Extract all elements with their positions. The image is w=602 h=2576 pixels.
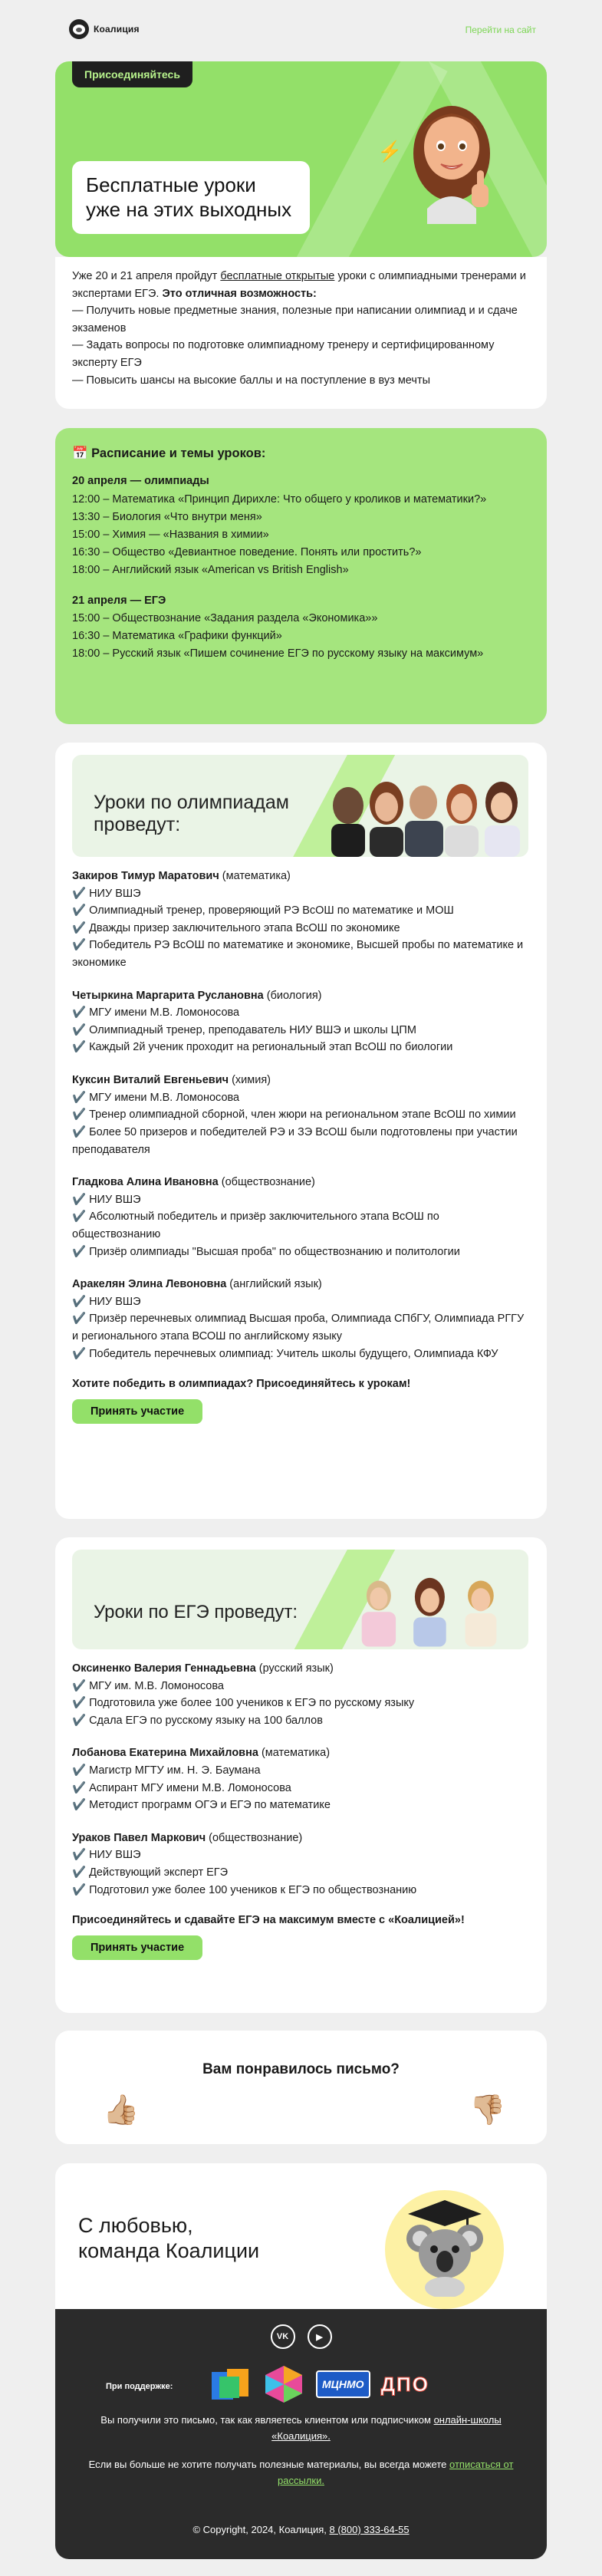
teacher-credential: ✔️ Аспирант МГУ имени М.В. Ломоносова	[72, 1781, 291, 1794]
teacher-name: Куксин Виталий Евгеньевич	[72, 1074, 229, 1087]
intro-paragraph	[72, 268, 530, 302]
social-links	[55, 2324, 547, 2349]
teacher-subject: (русский язык)	[255, 1662, 334, 1675]
notice-text: Вы получили это письмо, так как являетесь клиентом или подписчиком	[100, 2414, 434, 2426]
teacher-name: Гладкова Алина Ивановна	[72, 1176, 219, 1189]
unsubscribe-link[interactable]: отписаться от рассылки.	[278, 2459, 514, 2486]
teacher-name: Четыркина Маргарита Руслановна	[72, 989, 264, 1002]
teacher-card	[72, 868, 530, 972]
signoff-text	[78, 2213, 259, 2264]
ege-banner	[72, 1550, 528, 1649]
thumbs-down-icon[interactable]: 👎🏼	[469, 2094, 506, 2126]
teacher-credential: ✔️ МГУ имени М.В. Ломоносова	[72, 1091, 240, 1104]
teacher-credential: ✔️ Призёр олимпиады "Высшая проба" по обществознанию и политологии	[72, 1245, 460, 1258]
intro-text: уроки с олимпиадными тренерами и экспертами ЕГЭ.	[72, 270, 526, 300]
teacher-card	[72, 1660, 530, 1729]
teacher-name: Закиров Тимур Маратович	[72, 870, 219, 882]
join-badge: Присоединяйтесь	[72, 61, 192, 87]
teacher-heading	[72, 1660, 530, 1678]
teacher-card	[72, 1830, 530, 1899]
koala-mascot-icon	[405, 2199, 485, 2297]
teacher-credential: ✔️ Действующий эксперт ЕГЭ	[72, 1866, 229, 1879]
signoff-line: С любовью,	[78, 2214, 193, 2237]
unsubscribe-notice	[86, 2457, 516, 2489]
schedule-title: 📅 Расписание и темы уроков:	[72, 446, 266, 460]
schedule-day-heading: 20 апреля — олимпиады	[72, 475, 209, 488]
olympiad-join-button[interactable]: Принять участие	[72, 1399, 202, 1424]
copyright	[86, 2522, 516, 2538]
open-lessons-link[interactable]: бесплатные открытые	[220, 270, 335, 282]
teacher-heading	[72, 1744, 530, 1762]
signoff-section	[55, 2163, 547, 2309]
olympiad-banner	[72, 755, 528, 857]
olympiad-teacher-list	[72, 868, 530, 1362]
teacher-credential: ✔️ НИУ ВШЭ	[72, 887, 141, 900]
teacher-card	[72, 1174, 530, 1260]
school-link[interactable]: онлайн-школы «Коалиция».	[271, 2414, 502, 2442]
teacher-card	[72, 1276, 530, 1362]
teacher-name: Аракелян Элина Левоновна	[72, 1278, 227, 1291]
ege-teacher-list	[72, 1660, 530, 1899]
go-to-site-link[interactable]: Перейти на сайт	[465, 25, 536, 35]
feedback-section	[55, 2031, 547, 2144]
schedule-item: 13:30 – Биология «Что внутри меня»	[72, 510, 262, 523]
intro-bold-text: Это отличная возможность:	[162, 287, 317, 300]
schedule-item: 12:00 – Математика «Принцип Дирихле: Что общего у кроликов и математики?»	[72, 492, 487, 506]
teacher-credential: ✔️ Абсолютный победитель и призёр заключительного этапа ВсОШ по обществознанию	[72, 1211, 439, 1240]
teacher-credential: ✔️ Тренер олимпиадной сборной, член жюри на региональном этапе ВсОШ по химии	[72, 1108, 516, 1122]
subscription-notice	[86, 2413, 516, 2445]
teacher-credential: ✔️ НИУ ВШЭ	[72, 1295, 141, 1308]
schedule-item: 16:30 – Общество «Девиантное поведение. Понять или простить?»	[72, 546, 422, 559]
teacher-heading	[72, 1072, 530, 1089]
olympiad-teachers-section	[55, 743, 547, 1519]
teacher-subject: (биология)	[263, 989, 322, 1002]
teacher-credential: ✔️ Подготовила уже более 100 учеников к ЕГЭ по русскому языку	[72, 1697, 415, 1710]
teacher-heading	[72, 1174, 530, 1191]
teacher-heading	[72, 987, 530, 1005]
teacher-name: Лобанова Екатерина Михайловна	[72, 1747, 258, 1760]
ege-join-button[interactable]: Принять участие	[72, 1935, 202, 1960]
schedule-section	[55, 428, 547, 724]
partner-logos	[209, 2364, 429, 2404]
teacher-credential: ✔️ Каждый 2й ученик проходит на региональный этап ВсОШ по биологии	[72, 1041, 453, 1054]
phone-link[interactable]: 8 (800) 333-64-55	[329, 2524, 410, 2535]
hero-title-line: Бесплатные уроки	[86, 173, 256, 196]
schedule-item: 18:00 – Английский язык «American vs British English»	[72, 564, 349, 577]
teacher-credential: ✔️ Победитель перечневых олимпиад: Учитель школы будущего, Олимпиада КФУ	[72, 1347, 498, 1360]
intro-text: Уже 20 и 21 апреля пройдут	[72, 270, 221, 282]
teacher-subject: (обществознание)	[206, 1831, 303, 1844]
schedule-item: 16:30 – Математика «Графики функций»	[72, 629, 282, 642]
teacher-heading	[72, 1830, 530, 1847]
hero-title	[72, 161, 310, 234]
brand-name: Коалиция	[94, 24, 140, 35]
schedule-item: 15:00 – Обществознание «Задания раздела «Экономика»»	[72, 611, 378, 624]
copyright-text: © Copyright, 2024, Коалиция,	[192, 2524, 330, 2535]
support-label: При поддержке:	[106, 2382, 173, 2391]
teacher-subject: (химия)	[229, 1074, 271, 1087]
teacher-credential: ✔️ Сдала ЕГЭ по русскому языку на 100 баллов	[72, 1714, 323, 1727]
teacher-credential: ✔️ Подготовил уже более 100 учеников к ЕГЭ по обществознанию	[72, 1883, 417, 1896]
teacher-card	[72, 987, 530, 1056]
feedback-question: Вам понравилось письмо?	[202, 2061, 400, 2077]
schedule-day-heading: 21 апреля — ЕГЭ	[72, 594, 166, 607]
vk-icon[interactable]: VK	[271, 2324, 295, 2349]
olympiad-teachers-photo	[325, 769, 528, 857]
teacher-credential: ✔️ Олимпиадный тренер, преподаватель НИУ ВШЭ и школы ЦПМ	[72, 1023, 416, 1036]
teacher-card	[72, 1744, 530, 1813]
hero-title-line: уже на этих выходных	[86, 197, 292, 221]
intro-section	[55, 257, 547, 409]
olympiad-banner-title	[94, 792, 289, 836]
olympiad-cta: Хотите победить в олимпиадах? Присоединяйтесь к урокам!	[72, 1378, 411, 1391]
benefit-item: — Получить новые предметные знания, полезные при написании олимпиад и и сдаче экзаменов	[72, 305, 518, 334]
ege-teachers-photo	[348, 1563, 528, 1649]
teacher-credential: ✔️ Методист программ ОГЭ и ЕГЭ по математике	[72, 1799, 331, 1812]
koala-logo-icon	[69, 19, 89, 39]
ege-teachers-section	[55, 1537, 547, 2013]
teacher-subject: (обществознание)	[218, 1176, 315, 1189]
benefit-item: — Повысить шансы на высокие баллы и на поступление в вуз мечты	[72, 374, 431, 387]
benefit-item: — Задать вопросы по подготовке олимпиадному тренеру и сертифицированному эксперту ЕГЭ	[72, 339, 495, 370]
teacher-credential: ✔️ Призёр перечневых олимпиад Высшая проба, Олимпиада СПбГУ, Олимпиада РГГУ и регионального этапа ВСОШ по английскому языку	[72, 1313, 525, 1343]
schedule-item: 15:00 – Химия — «Названия в химии»	[72, 528, 269, 541]
teacher-subject: (математика)	[219, 870, 291, 882]
thumbs-up-icon[interactable]: 👍🏼	[103, 2094, 140, 2126]
unsubscribe-text: Если вы больше не хотите получать полезные материалы, вы всегда можете	[88, 2459, 449, 2470]
teacher-name: Ураков Павел Маркович	[72, 1831, 206, 1844]
teacher-card	[72, 1072, 530, 1158]
teacher-heading	[72, 868, 530, 885]
teacher-credential: ✔️ НИУ ВШЭ	[72, 1193, 141, 1206]
schedule-item: 18:00 – Русский язык «Пишем сочинение ЕГЭ по русскому языку на максимум»	[72, 647, 484, 660]
brand-logo[interactable]	[69, 19, 140, 39]
teacher-credential: ✔️ НИУ ВШЭ	[72, 1849, 141, 1862]
banner-title-line: Уроки по олимпиадам	[94, 792, 289, 813]
banner-title-line: проведут:	[94, 813, 181, 835]
teacher-credential: ✔️ Победитель РЭ ВсОШ по математике и экономике, Высшей пробы по математике и экономике	[72, 939, 524, 970]
partner-mcnmo-logo[interactable]: МЦНМО	[316, 2370, 370, 2398]
partner-dpo-logo[interactable]: ДПО	[380, 2372, 429, 2396]
teacher-subject: (математика)	[258, 1747, 331, 1760]
ege-cta: Присоединяйтесь и сдавайте ЕГЭ на максимум вместе с «Коалицией»!	[72, 1914, 465, 1927]
top-bar	[55, 0, 547, 54]
teacher-credential: ✔️ Магистр МГТУ им. Н. Э. Баумана	[72, 1764, 261, 1777]
ege-banner-title: Уроки по ЕГЭ проведут:	[94, 1602, 298, 1622]
teacher-credential: ✔️ Более 50 призеров и победителей РЭ и ЗЭ ВсОШ были подготовлены при участии преподавателя	[72, 1125, 518, 1156]
hero-banner	[55, 61, 547, 257]
youtube-icon[interactable]: ▶	[308, 2324, 332, 2349]
teacher-credential: ✔️ Дважды призер заключительного этапа ВсОШ по экономике	[72, 921, 400, 934]
lightning-icon: ⚡	[377, 140, 403, 163]
teacher-name: Оксиненко Валерия Геннадьевна	[72, 1662, 256, 1675]
signoff-line: команда Коалиции	[78, 2238, 260, 2262]
teacher-heading	[72, 1276, 530, 1293]
partner-cube-logo-icon[interactable]	[209, 2366, 252, 2403]
teacher-credential: ✔️ Олимпиадный тренер, проверяющий РЭ ВсОШ по математике и МОШ	[72, 904, 454, 917]
teacher-subject: (английский язык)	[226, 1278, 322, 1291]
teacher-credential: ✔️ МГУ им. М.В. Ломоносова	[72, 1679, 224, 1692]
partner-hexagon-logo-icon[interactable]	[262, 2364, 305, 2404]
footer	[55, 2309, 547, 2559]
memoji-girl-thumbs-up-image	[404, 94, 504, 224]
teacher-credential: ✔️ МГУ имени М.В. Ломоносова	[72, 1006, 240, 1020]
